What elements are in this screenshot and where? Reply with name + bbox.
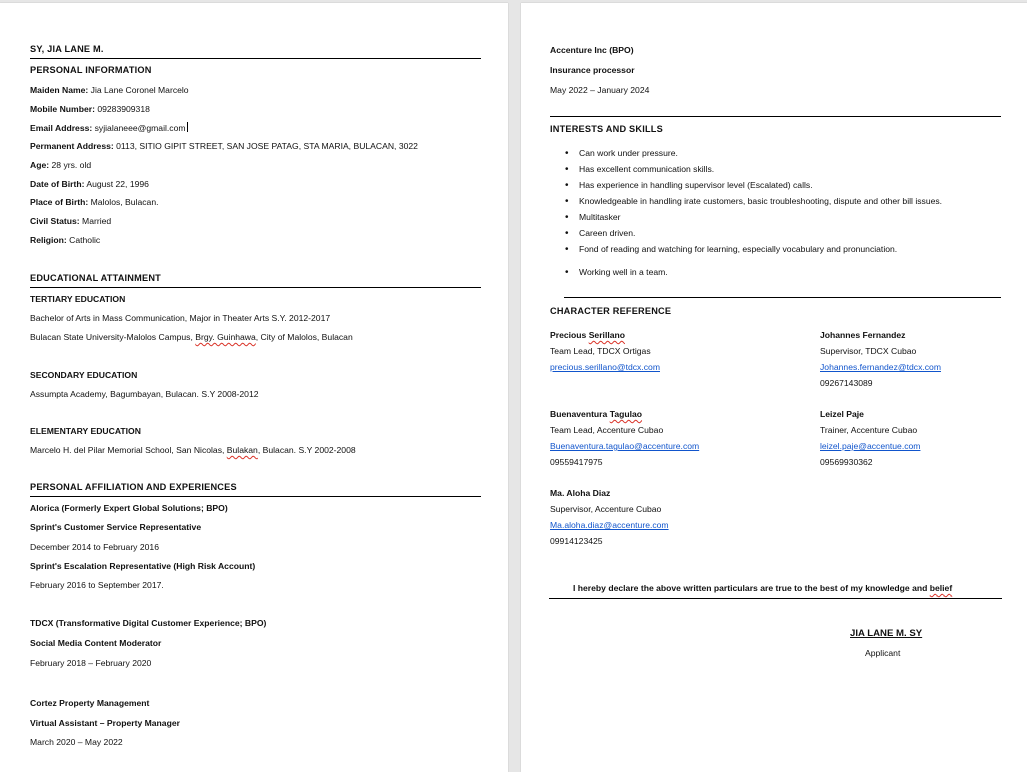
divider (550, 116, 1001, 117)
reference-name-text: Precious (550, 330, 589, 340)
skill-item: • Working well in a team. (565, 267, 668, 278)
secondary-school: Assumpta Academy, Bagumbayan, Bulacan. S.Y 2008-2012 (30, 389, 259, 399)
tertiary-degree: Bachelor of Arts in Mass Communication, Major in Theater Arts S.Y. 2012-2017 (30, 313, 331, 323)
field-civil-status (30, 216, 111, 227)
reference-title: Supervisor, Accenture Cubao (550, 504, 662, 514)
field-value: 09283909318 (94, 104, 150, 114)
job-date: December 2014 to February 2016 (30, 542, 159, 552)
experience-heading: PERSONAL AFFILIATION AND EXPERIENCES (30, 482, 237, 492)
declaration-body: I hereby declare the above written particulars are true to the best of my knowledge and (573, 583, 930, 593)
field-label: Date of Birth: (30, 179, 85, 189)
reference-name: Ma. Aloha Diaz (550, 488, 611, 498)
divider (564, 297, 1001, 298)
divider (30, 287, 481, 288)
job-role: Sprint's Escalation Representative (High Risk Account) (30, 561, 256, 571)
page-right (521, 3, 1027, 772)
field-value: Married (79, 216, 112, 226)
field-value: 0113, SITIO GIPIT STREET, SAN JOSE PATAG, STA MARIA, BULACAN, 3022 (113, 141, 418, 151)
job-date: March 2020 – May 2022 (30, 737, 123, 747)
reference-email-link[interactable]: Buenaventura.tagulao@accenture.com (550, 441, 700, 451)
reference-title: Supervisor, TDCX Cubao (820, 346, 917, 356)
spellcheck-word[interactable]: Tagulao (609, 409, 643, 419)
field-label: Maiden Name: (30, 85, 89, 95)
text-cursor (187, 122, 188, 132)
skill-item: • Careen driven. (565, 228, 635, 239)
job-date: May 2022 – January 2024 (550, 85, 650, 95)
elementary-school (30, 445, 356, 456)
skill-item: • Multitasker (565, 212, 621, 223)
field-value: syjialaneee@gmail.com (92, 123, 186, 133)
field-label: Place of Birth: (30, 197, 89, 207)
field-age (30, 160, 91, 171)
reference-title: Team Lead, TDCX Ortigas (550, 346, 651, 356)
field-value: Malolos, Bulacan. (88, 197, 159, 207)
field-label: Civil Status: (30, 216, 80, 226)
field-religion (30, 235, 100, 246)
reference-name-text: Buenaventura (550, 409, 610, 419)
field-value: 28 yrs. old (49, 160, 92, 170)
skill-item: • Has experience in handling supervisor level (Escalated) calls. (565, 180, 813, 191)
reference-phone: 09914123425 (550, 536, 603, 546)
tertiary-education-label: TERTIARY EDUCATION (30, 294, 126, 304)
elementary-education-label: ELEMENTARY EDUCATION (30, 426, 141, 436)
field-value: Catholic (66, 235, 101, 245)
skills-heading: INTERESTS AND SKILLS (550, 124, 663, 134)
field-permanent-address (30, 141, 418, 152)
reference-title: Trainer, Accenture Cubao (820, 425, 918, 435)
job-role: Sprint's Customer Service Representative (30, 522, 202, 532)
educational-attainment-heading: EDUCATIONAL ATTAINMENT (30, 273, 161, 283)
reference-phone: 09267143089 (820, 378, 873, 388)
field-label: Permanent Address: (30, 141, 114, 151)
field-maiden-name (30, 85, 189, 96)
reference-name (550, 409, 642, 420)
field-label: Mobile Number: (30, 104, 95, 114)
job-role: Insurance processor (550, 65, 635, 75)
field-email-address (30, 122, 188, 134)
job-company: Alorica (Formerly Expert Global Solutions; BPO) (30, 503, 228, 513)
job-role: Virtual Assistant – Property Manager (30, 718, 180, 728)
school-text: Marcelo H. del Pilar Memorial School, San Nicolas, (30, 445, 227, 455)
skill-item: • Fond of reading and watching for learning, especially vocabulary and pronunciation. (565, 244, 897, 255)
tertiary-school (30, 332, 353, 343)
field-value: August 22, 1996 (84, 179, 149, 189)
divider (30, 496, 481, 497)
reference-name: Leizel Paje (820, 409, 864, 419)
reference-phone: 09559417975 (550, 457, 603, 467)
reference-email-link[interactable]: Johannes.fernandez@tdcx.com (820, 362, 941, 372)
reference-name (550, 330, 625, 341)
secondary-education-label: SECONDARY EDUCATION (30, 370, 138, 380)
skill-item: • Can work under pressure. (565, 148, 678, 159)
job-date: February 2018 – February 2020 (30, 658, 152, 668)
divider (30, 58, 481, 59)
job-company: Cortez Property Management (30, 698, 150, 708)
divider (549, 598, 1002, 599)
reference-email-link[interactable]: Ma.aloha.diaz@accenture.com (550, 520, 669, 530)
job-date: February 2016 to September 2017. (30, 580, 164, 590)
spellcheck-word[interactable]: Bulakan (226, 445, 258, 455)
spellcheck-word[interactable]: belief (929, 583, 953, 593)
page-left (0, 3, 508, 772)
skill-item: • Has excellent communication skills. (565, 164, 714, 175)
reference-title: Team Lead, Accenture Cubao (550, 425, 664, 435)
field-label: Religion: (30, 235, 67, 245)
field-label: Age: (30, 160, 50, 170)
skill-item: • Knowledgeable in handling irate customers, basic troubleshooting, dispute and other bill issues. (565, 196, 942, 207)
job-role: Social Media Content Moderator (30, 638, 162, 648)
school-text: , City of Malolos, Bulacan (255, 332, 353, 342)
reference-email-link[interactable]: precious.serillano@tdcx.com (550, 362, 660, 372)
spellcheck-word[interactable]: Brgy. Guinhawa (195, 332, 256, 342)
personal-information-heading: PERSONAL INFORMATION (30, 65, 152, 75)
spellcheck-word[interactable]: Serillano (588, 330, 625, 340)
reference-phone: 09569930362 (820, 457, 873, 467)
field-mobile-number (30, 104, 150, 115)
job-company: TDCX (Transformative Digital Customer Experience; BPO) (30, 618, 267, 628)
field-place-of-birth (30, 197, 158, 208)
field-value: Jia Lane Coronel Marcelo (88, 85, 189, 95)
school-text: , Bulacan. S.Y 2002-2008 (257, 445, 356, 455)
declaration-text (573, 583, 952, 594)
character-reference-heading: CHARACTER REFERENCE (550, 306, 672, 316)
reference-name: Johannes Fernandez (820, 330, 906, 340)
field-label: Email Address: (30, 123, 93, 133)
field-date-of-birth (30, 179, 149, 190)
job-company: Accenture Inc (BPO) (550, 45, 634, 55)
signature-name: JIA LANE M. SY (850, 628, 923, 639)
signature-role: Applicant (865, 648, 901, 658)
school-text: Bulacan State University-Malolos Campus, (30, 332, 196, 342)
applicant-name-heading: SY, JIA LANE M. (30, 44, 104, 54)
reference-email-link[interactable]: leizel.paje@accentue.com (820, 441, 921, 451)
